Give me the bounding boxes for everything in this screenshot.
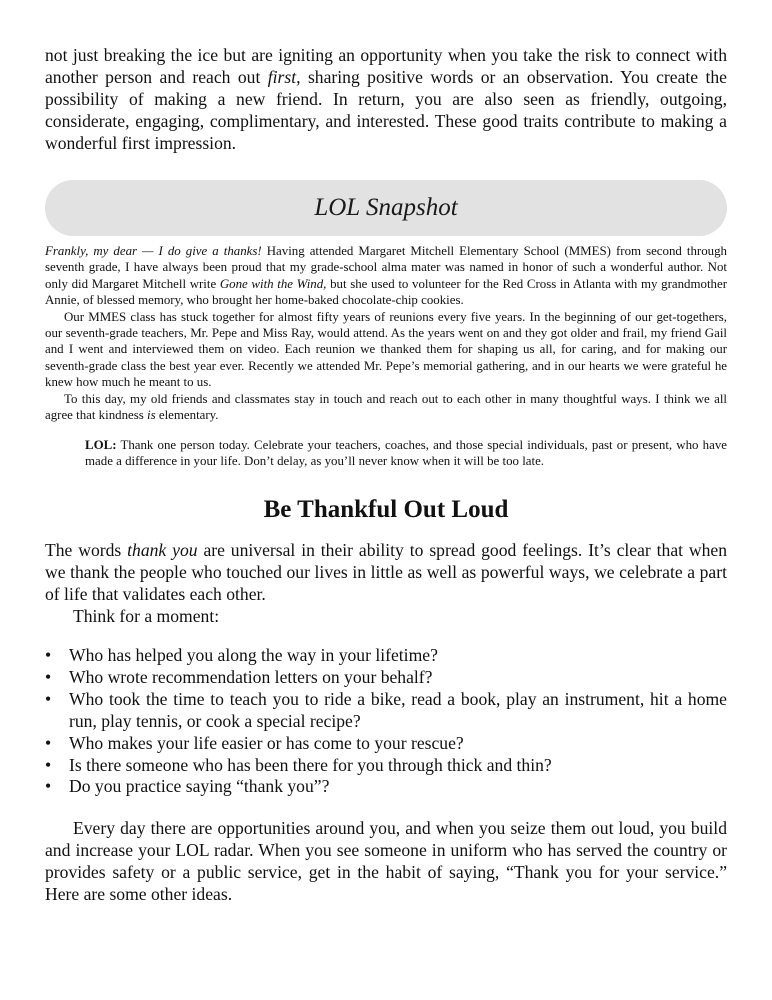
- bullet-icon: •: [45, 688, 52, 709]
- snapshot-paragraph-1: [45, 243, 727, 309]
- list-item-text: Is there someone who has been there for you through thick and thin?: [69, 754, 552, 775]
- list-item: [45, 776, 727, 798]
- list-item-text: Who wrote recommendation letters on your behalf?: [69, 666, 433, 687]
- book-title: Gone with the Wind,: [219, 276, 327, 291]
- intro-text-1: not just breaking the ice but are igniting an opportunity when you take the risk to connect with another person and reach out: [45, 45, 727, 87]
- bullet-icon: •: [45, 754, 52, 775]
- snapshot-title: LOL Snapshot: [314, 194, 458, 221]
- thank-p1-text-2: are universal in their ability to spread good feelings. It’s clear that when we thank the people who touched our lives in little as well as powerful ways, we celebrate a part of life that validates each other.: [45, 540, 728, 604]
- list-item: [45, 667, 727, 689]
- list-item: [45, 689, 727, 733]
- list-item: [45, 733, 727, 755]
- lol-label: LOL:: [85, 438, 117, 452]
- snapshot-p3-text-2: elementary.: [155, 408, 219, 423]
- intro-emphasis: first,: [267, 67, 301, 87]
- list-item-text: Who makes your life easier or has come to your rescue?: [69, 732, 464, 753]
- list-item-text: Who has helped you along the way in your lifetime?: [69, 645, 438, 665]
- thank-you-emphasis: thank you: [127, 540, 198, 560]
- intro-text-2: sharing positive words or an observation. You create the possibility of making a new friend. In return, you are also seen as friendly, outgoing, considerate, engaging, complimentary, and interested. These good traits contribute to making a wonderful first impression.: [45, 67, 727, 153]
- intro-paragraph: [45, 44, 727, 154]
- snapshot-p1-text-1: Having attended Margaret Mitchell Elementary School (MMES) from second through seventh grade, I have always been proud that my grade-school alma mater was named in honor of such a wonderful author. Not only did Margaret Mitchell write: [45, 244, 727, 291]
- bullet-icon: •: [45, 645, 52, 665]
- bullet-icon: •: [45, 666, 52, 687]
- list-item-text: Who took the time to teach you to ride a bike, read a book, play an instrument, hit a home run, play tennis, or cook a special recipe?: [69, 688, 727, 731]
- snapshot-p1-text-2: but she used to volunteer for the Red Cross in Atlanta with my grandmother Annie, of blessed memory, who brought her home-baked chocolate-chip cookies.: [45, 276, 728, 308]
- list-item: [45, 755, 727, 777]
- snapshot-paragraph-3: [45, 391, 727, 424]
- bullet-icon: •: [45, 776, 52, 797]
- snapshot-opening-line: Frankly, my dear — I do give a thanks!: [45, 244, 262, 258]
- lol-note: [85, 437, 727, 470]
- list-item: [45, 645, 727, 667]
- think-paragraph: Think for a moment:: [73, 606, 220, 626]
- question-list: [45, 645, 727, 798]
- opportunities-paragraph: Every day there are opportunities around you, and when you seize them out loud, you build and increase your LOL radar. When you see someone in uniform who has served the country or provides safety or a public service, get in the habit of saying, “Thank you for your service.” Here are some other ideas.: [45, 818, 727, 904]
- lol-note-text: Thank one person today. Celebrate your teachers, coaches, and those special individuals, past or present, who have made a difference in your life. Don’t delay, as you’ll never know when it will be too late.: [85, 438, 727, 469]
- snapshot-banner: [45, 180, 727, 236]
- snapshot-paragraph-2: Our MMES class has stuck together for almost fifty years of reunions every five years. In the beginning of our get-togethers, our seventh-grade teachers, Mr. Pepe and Miss Ray, would attend. As the years went on and they got older and frail, my friend Gail and I went and interviewed them on video. Each reunion we thanked them for shaping us all, for caring, and for making our seventh-grade class the best year ever. Recently we attended Mr. Pepe’s memorial gathering, and in our hearts we were grateful he knew how much he meant to us.: [45, 309, 727, 390]
- list-item-text: Do you practice saying “thank you”?: [69, 776, 330, 797]
- section-heading: Be Thankful Out Loud: [263, 496, 509, 523]
- bullet-icon: •: [45, 732, 52, 753]
- snapshot-body: [45, 243, 727, 423]
- snapshot-p3-emphasis: is: [147, 408, 156, 423]
- snapshot-p3-text-1: To this day, my old friends and classmates stay in touch and reach out to each other in many thoughtful ways. I think we all agree that kindness: [45, 391, 727, 423]
- thank-you-paragraph: [45, 539, 727, 605]
- thank-p1-text-1: The words: [45, 540, 128, 560]
